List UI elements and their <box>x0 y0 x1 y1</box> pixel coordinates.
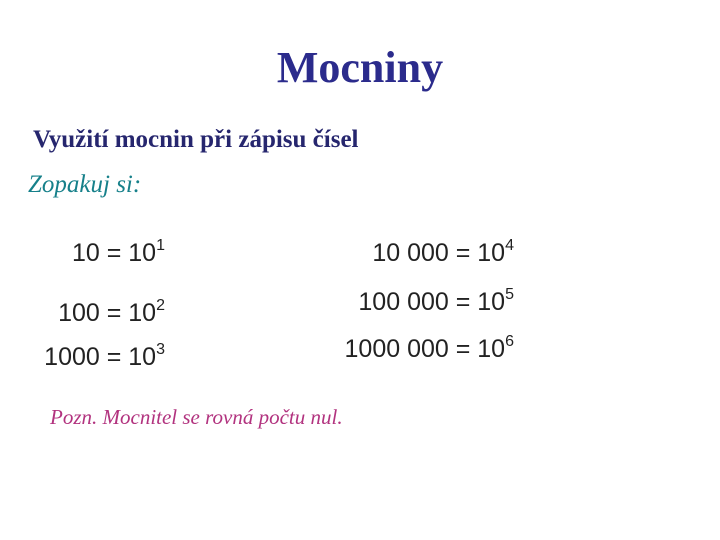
equation-base: 10 <box>128 343 157 371</box>
equation-exponent: 1 <box>156 237 165 254</box>
slide-subtitle: Využití mocnin při zápisu čísel <box>33 126 359 153</box>
equation-6 <box>345 333 514 369</box>
equation-1 <box>72 237 165 273</box>
equation-base: 10 <box>128 239 157 267</box>
review-label: Zopakuj si: <box>28 171 142 198</box>
equation-lhs: 10 000 = <box>372 239 478 267</box>
equation-4 <box>372 237 514 273</box>
equation-lhs: 100 = <box>58 299 129 327</box>
slide-title: Mocniny <box>276 43 444 92</box>
equation-exponent: 5 <box>505 286 514 303</box>
equation-base: 10 <box>477 288 506 316</box>
equation-exponent: 4 <box>505 237 514 254</box>
equation-lhs: 100 000 = <box>358 288 478 316</box>
equation-base: 10 <box>477 335 506 363</box>
equation-exponent: 2 <box>156 297 165 314</box>
equation-lhs: 10 = <box>71 239 129 267</box>
note-text: Pozn. Mocnitel se rovná počtu nul. <box>50 405 343 429</box>
equation-exponent: 3 <box>156 341 165 358</box>
equation-base: 10 <box>477 239 506 267</box>
equation-3 <box>44 341 165 377</box>
equation-lhs: 1000 000 = <box>344 335 478 363</box>
equation-exponent: 6 <box>505 333 514 350</box>
equation-lhs: 1000 = <box>44 343 129 371</box>
equation-base: 10 <box>128 299 157 327</box>
equation-2 <box>58 297 165 333</box>
equation-5 <box>358 286 514 322</box>
